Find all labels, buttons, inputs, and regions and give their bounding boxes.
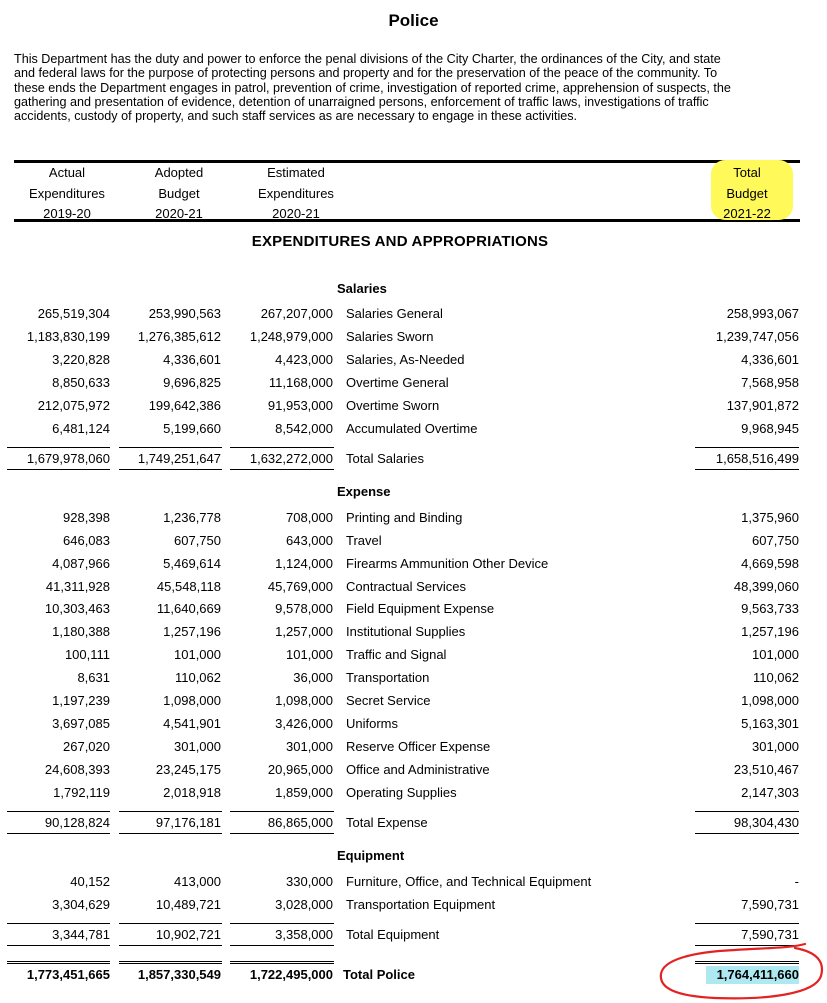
actual-value: 10,303,463 — [44, 601, 110, 616]
estimated-value: 3,426,000 — [275, 716, 333, 731]
adopted-value: 5,199,660 — [163, 421, 221, 436]
total-value: 1,658,516,499 — [715, 451, 799, 466]
adopted-value: 1,749,251,647 — [137, 451, 221, 466]
actual-value: 3,220,828 — [52, 352, 110, 367]
category-expense: Expense — [337, 484, 391, 499]
total-value: 1,098,000 — [741, 693, 799, 708]
total-value: 98,304,430 — [733, 815, 799, 830]
actual-value: 212,075,972 — [37, 398, 110, 413]
line-item-label: Uniforms — [346, 716, 399, 731]
actual-value: 4,087,966 — [52, 556, 110, 571]
estimated-value: 9,578,000 — [275, 601, 333, 616]
actual-value: 24,608,393 — [44, 762, 110, 777]
line-item-label: Firearms Ammunition Other Device — [346, 556, 549, 571]
total-value: 4,669,598 — [741, 556, 799, 571]
total-value: 9,968,945 — [741, 421, 799, 436]
line-item-label: Transportation Equipment — [346, 897, 496, 912]
total-value: 1,257,196 — [741, 624, 799, 639]
subtotal-rule — [230, 945, 334, 946]
header-line: Actual — [48, 165, 86, 180]
grand-total-rule — [119, 963, 222, 964]
adopted-value: 1,098,000 — [163, 693, 221, 708]
subtotal-rule — [119, 833, 222, 834]
table-row — [0, 396, 827, 416]
subtotal-rule — [119, 447, 222, 448]
estimated-value: 36,000 — [293, 670, 333, 685]
adopted-value: 253,990,563 — [148, 306, 221, 321]
estimated-value: 8,542,000 — [275, 421, 333, 436]
table-row — [0, 622, 827, 642]
column-header-estimated — [240, 163, 352, 225]
subtotal-rule — [230, 469, 334, 470]
estimated-value: 45,769,000 — [267, 579, 333, 594]
table-row — [0, 668, 827, 688]
actual-value: 3,344,781 — [52, 927, 110, 942]
header-line: 2020-21 — [272, 206, 320, 221]
line-item-label: Salaries, As-Needed — [346, 352, 465, 367]
table-row — [0, 599, 827, 619]
estimated-value: 267,207,000 — [260, 306, 333, 321]
adopted-value: 1,236,778 — [163, 510, 221, 525]
line-item-label: Institutional Supplies — [346, 624, 466, 639]
line-item-label: Overtime Sworn — [346, 398, 440, 413]
total-value: 1,375,960 — [741, 510, 799, 525]
subtotal-rule — [7, 923, 110, 924]
table-row — [0, 760, 827, 780]
estimated-value: 101,000 — [286, 647, 333, 662]
estimated-value: 301,000 — [286, 739, 333, 754]
total-value: 7,568,958 — [741, 375, 799, 390]
line-item-label: Salaries Sworn — [346, 329, 434, 344]
header-line: 2021-22 — [723, 206, 771, 221]
adopted-value: 45,548,118 — [156, 579, 221, 594]
estimated-value: 1,248,979,000 — [249, 329, 333, 344]
page-title: Police — [388, 11, 439, 30]
table-row — [0, 645, 827, 665]
adopted-value: 101,000 — [174, 647, 221, 662]
line-item-label: Printing and Binding — [346, 510, 463, 525]
table-row — [0, 304, 827, 324]
line-item-label: Salaries General — [346, 306, 443, 321]
actual-value: 1,792,119 — [53, 785, 110, 800]
estimated-value: 3,358,000 — [275, 927, 333, 942]
subtotal-rule — [7, 833, 110, 834]
adopted-value: 110,062 — [174, 670, 221, 685]
total-value: 110,062 — [752, 670, 799, 685]
section-heading: EXPENDITURES AND APPROPRIATIONS — [251, 233, 549, 250]
table-row — [0, 508, 827, 528]
table-row — [0, 737, 827, 757]
header-line: Estimated — [267, 165, 325, 180]
line-item-label: Office and Administrative — [346, 762, 490, 777]
total-value: 258,993,067 — [726, 306, 799, 321]
total-value: 607,750 — [752, 533, 799, 548]
grand-total-rule — [119, 961, 222, 962]
line-item-label: Total Equipment — [346, 927, 440, 942]
actual-value: 100,111 — [64, 647, 110, 662]
actual-value: 265,519,304 — [37, 306, 110, 321]
line-item-label: Secret Service — [346, 693, 431, 708]
subtotal-rule — [119, 923, 222, 924]
total-value: 137,901,872 — [726, 398, 799, 413]
line-item-label: Total Expense — [346, 815, 428, 830]
table-row — [0, 531, 827, 551]
subtotal-rule — [230, 923, 334, 924]
department-description: This Department has the duty and power to enforce the penal divisions of the City Charter, the ordinances of the City, and state and federal laws for the purpose of protecting persons and property and for the preservation of the peace of the community. To these ends the Department engages in patrol, prevention of crime, investigation of reported crime, apprehension of suspects, the gathering and presentation of evidence, detention of unarraigned persons, enforcement of traffic laws, investigations of traffic accidents, custody of property, and such staff services as are necessary to engage in these activities. — [14, 52, 731, 124]
line-item-label: Total Salaries — [346, 451, 425, 466]
line-item-label: Operating Supplies — [346, 785, 457, 800]
table-row — [0, 895, 827, 915]
subtotal-rule — [7, 469, 110, 470]
estimated-value: 1,859,000 — [275, 785, 333, 800]
line-item-label: Furniture, Office, and Technical Equipment — [346, 874, 592, 889]
actual-value: 1,183,830,199 — [26, 329, 110, 344]
estimated-value: 11,168,000 — [268, 375, 333, 390]
line-item-label: Total Police — [343, 967, 415, 982]
estimated-value: 3,028,000 — [275, 897, 333, 912]
line-item-label: Traffic and Signal — [346, 647, 447, 662]
header-line: 2020-21 — [155, 206, 203, 221]
total-value: 1,239,747,056 — [715, 329, 799, 344]
total-value: 1,764,411,660 — [716, 967, 799, 982]
estimated-value: 643,000 — [286, 533, 333, 548]
total-value: 7,590,731 — [741, 897, 799, 912]
total-value: 48,399,060 — [733, 579, 799, 594]
adopted-value: 413,000 — [174, 874, 221, 889]
adopted-value: 301,000 — [174, 739, 221, 754]
line-item-label: Transportation — [346, 670, 430, 685]
subtotal-rule — [695, 447, 799, 448]
subtotal-rule — [119, 811, 222, 812]
line-item-label: Reserve Officer Expense — [346, 739, 491, 754]
line-item-label: Contractual Services — [346, 579, 466, 594]
subtotal-rule — [7, 447, 110, 448]
adopted-value: 1,276,385,612 — [137, 329, 221, 344]
line-item-label: Accumulated Overtime — [346, 421, 478, 436]
adopted-value: 23,245,175 — [155, 762, 221, 777]
total-value: 101,000 — [752, 647, 799, 662]
red-circle-annotation — [655, 940, 827, 1003]
adopted-value: 5,469,614 — [163, 556, 221, 571]
estimated-value: 708,000 — [286, 510, 333, 525]
subtotal-rule — [7, 811, 110, 812]
subtotal-rule — [695, 923, 799, 924]
grand-total-rule — [230, 963, 334, 964]
adopted-value: 2,018,918 — [163, 785, 221, 800]
estimated-value: 1,098,000 — [275, 693, 333, 708]
subtotal-rule — [119, 945, 222, 946]
actual-value: 928,398 — [63, 510, 110, 525]
adopted-value: 4,336,601 — [163, 352, 221, 367]
actual-value: 90,128,824 — [44, 815, 110, 830]
estimated-value: 91,953,000 — [267, 398, 333, 413]
adopted-value: 4,541,901 — [163, 716, 221, 731]
estimated-value: 1,124,000 — [275, 556, 333, 571]
total-value: 301,000 — [752, 739, 799, 754]
subtotal-row — [0, 449, 827, 469]
subtotal-rule — [7, 945, 110, 946]
adopted-value: 9,696,825 — [163, 375, 221, 390]
total-value: - — [794, 874, 799, 889]
column-header-adopted — [126, 163, 232, 225]
total-value: 23,510,467 — [733, 762, 799, 777]
category-equipment: Equipment — [337, 848, 405, 863]
table-row — [0, 872, 827, 892]
table-row — [0, 373, 827, 393]
adopted-value: 199,642,386 — [148, 398, 221, 413]
column-header-total — [705, 163, 789, 225]
actual-value: 1,180,388 — [52, 624, 110, 639]
estimated-value: 86,865,000 — [267, 815, 333, 830]
total-value: 9,563,733 — [741, 601, 799, 616]
actual-value: 1,679,978,060 — [26, 451, 110, 466]
line-item-label: Field Equipment Expense — [346, 601, 495, 616]
column-header-actual — [14, 163, 120, 225]
actual-value: 646,083 — [63, 533, 110, 548]
adopted-value: 1,257,196 — [163, 624, 221, 639]
subtotal-rule — [695, 811, 799, 812]
total-value: 5,163,301 — [741, 716, 799, 731]
table-row — [0, 554, 827, 574]
grand-total-rule — [7, 961, 110, 962]
adopted-value: 97,176,181 — [155, 815, 221, 830]
actual-value: 1,197,239 — [52, 693, 110, 708]
header-line: Total — [733, 165, 761, 180]
subtotal-rule — [230, 811, 334, 812]
adopted-value: 1,857,330,549 — [137, 967, 221, 982]
total-value: 4,336,601 — [741, 352, 799, 367]
estimated-value: 1,632,272,000 — [249, 451, 333, 466]
table-row — [0, 419, 827, 439]
header-line: Adopted — [154, 165, 204, 180]
header-line: Budget — [158, 185, 200, 201]
actual-value: 8,631 — [77, 670, 110, 685]
actual-value: 267,020 — [63, 739, 110, 754]
subtotal-rule — [695, 469, 799, 470]
table-row — [0, 783, 827, 803]
subtotal-rule — [230, 833, 334, 834]
table-row — [0, 327, 827, 347]
subtotal-rule — [695, 833, 799, 834]
actual-value: 3,304,629 — [52, 897, 110, 912]
estimated-value: 1,257,000 — [275, 624, 333, 639]
estimated-value: 330,000 — [286, 874, 333, 889]
header-line: Budget — [726, 185, 768, 201]
estimated-value: 20,965,000 — [267, 762, 333, 777]
actual-value: 8,850,633 — [52, 375, 110, 390]
table-row — [0, 350, 827, 370]
estimated-value: 4,423,000 — [275, 352, 333, 367]
actual-value: 40,152 — [70, 874, 110, 889]
line-item-label: Travel — [346, 533, 382, 548]
adopted-value: 607,750 — [174, 533, 221, 548]
table-row — [0, 714, 827, 734]
subtotal-rule — [230, 447, 334, 448]
header-line: Expenditures — [258, 185, 334, 201]
actual-value: 1,773,451,665 — [26, 967, 110, 982]
grand-total-rule — [7, 963, 110, 964]
category-salaries: Salaries — [337, 281, 387, 296]
grand-total-rule — [230, 961, 334, 962]
header-line: Expenditures — [29, 185, 105, 201]
adopted-value: 10,489,721 — [155, 897, 221, 912]
actual-value: 41,311,928 — [45, 579, 110, 594]
line-item-label: Overtime General — [346, 375, 449, 390]
adopted-value: 11,640,669 — [156, 601, 221, 616]
total-value: 2,147,303 — [741, 785, 799, 800]
subtotal-rule — [119, 469, 222, 470]
adopted-value: 10,902,721 — [155, 927, 221, 942]
estimated-value: 1,722,495,000 — [249, 967, 333, 982]
table-row — [0, 691, 827, 711]
actual-value: 3,697,085 — [52, 716, 110, 731]
subtotal-row — [0, 813, 827, 833]
table-row — [0, 577, 827, 597]
header-line: 2019-20 — [43, 206, 91, 221]
total-value: 7,590,731 — [741, 927, 799, 942]
actual-value: 6,481,124 — [52, 421, 110, 436]
